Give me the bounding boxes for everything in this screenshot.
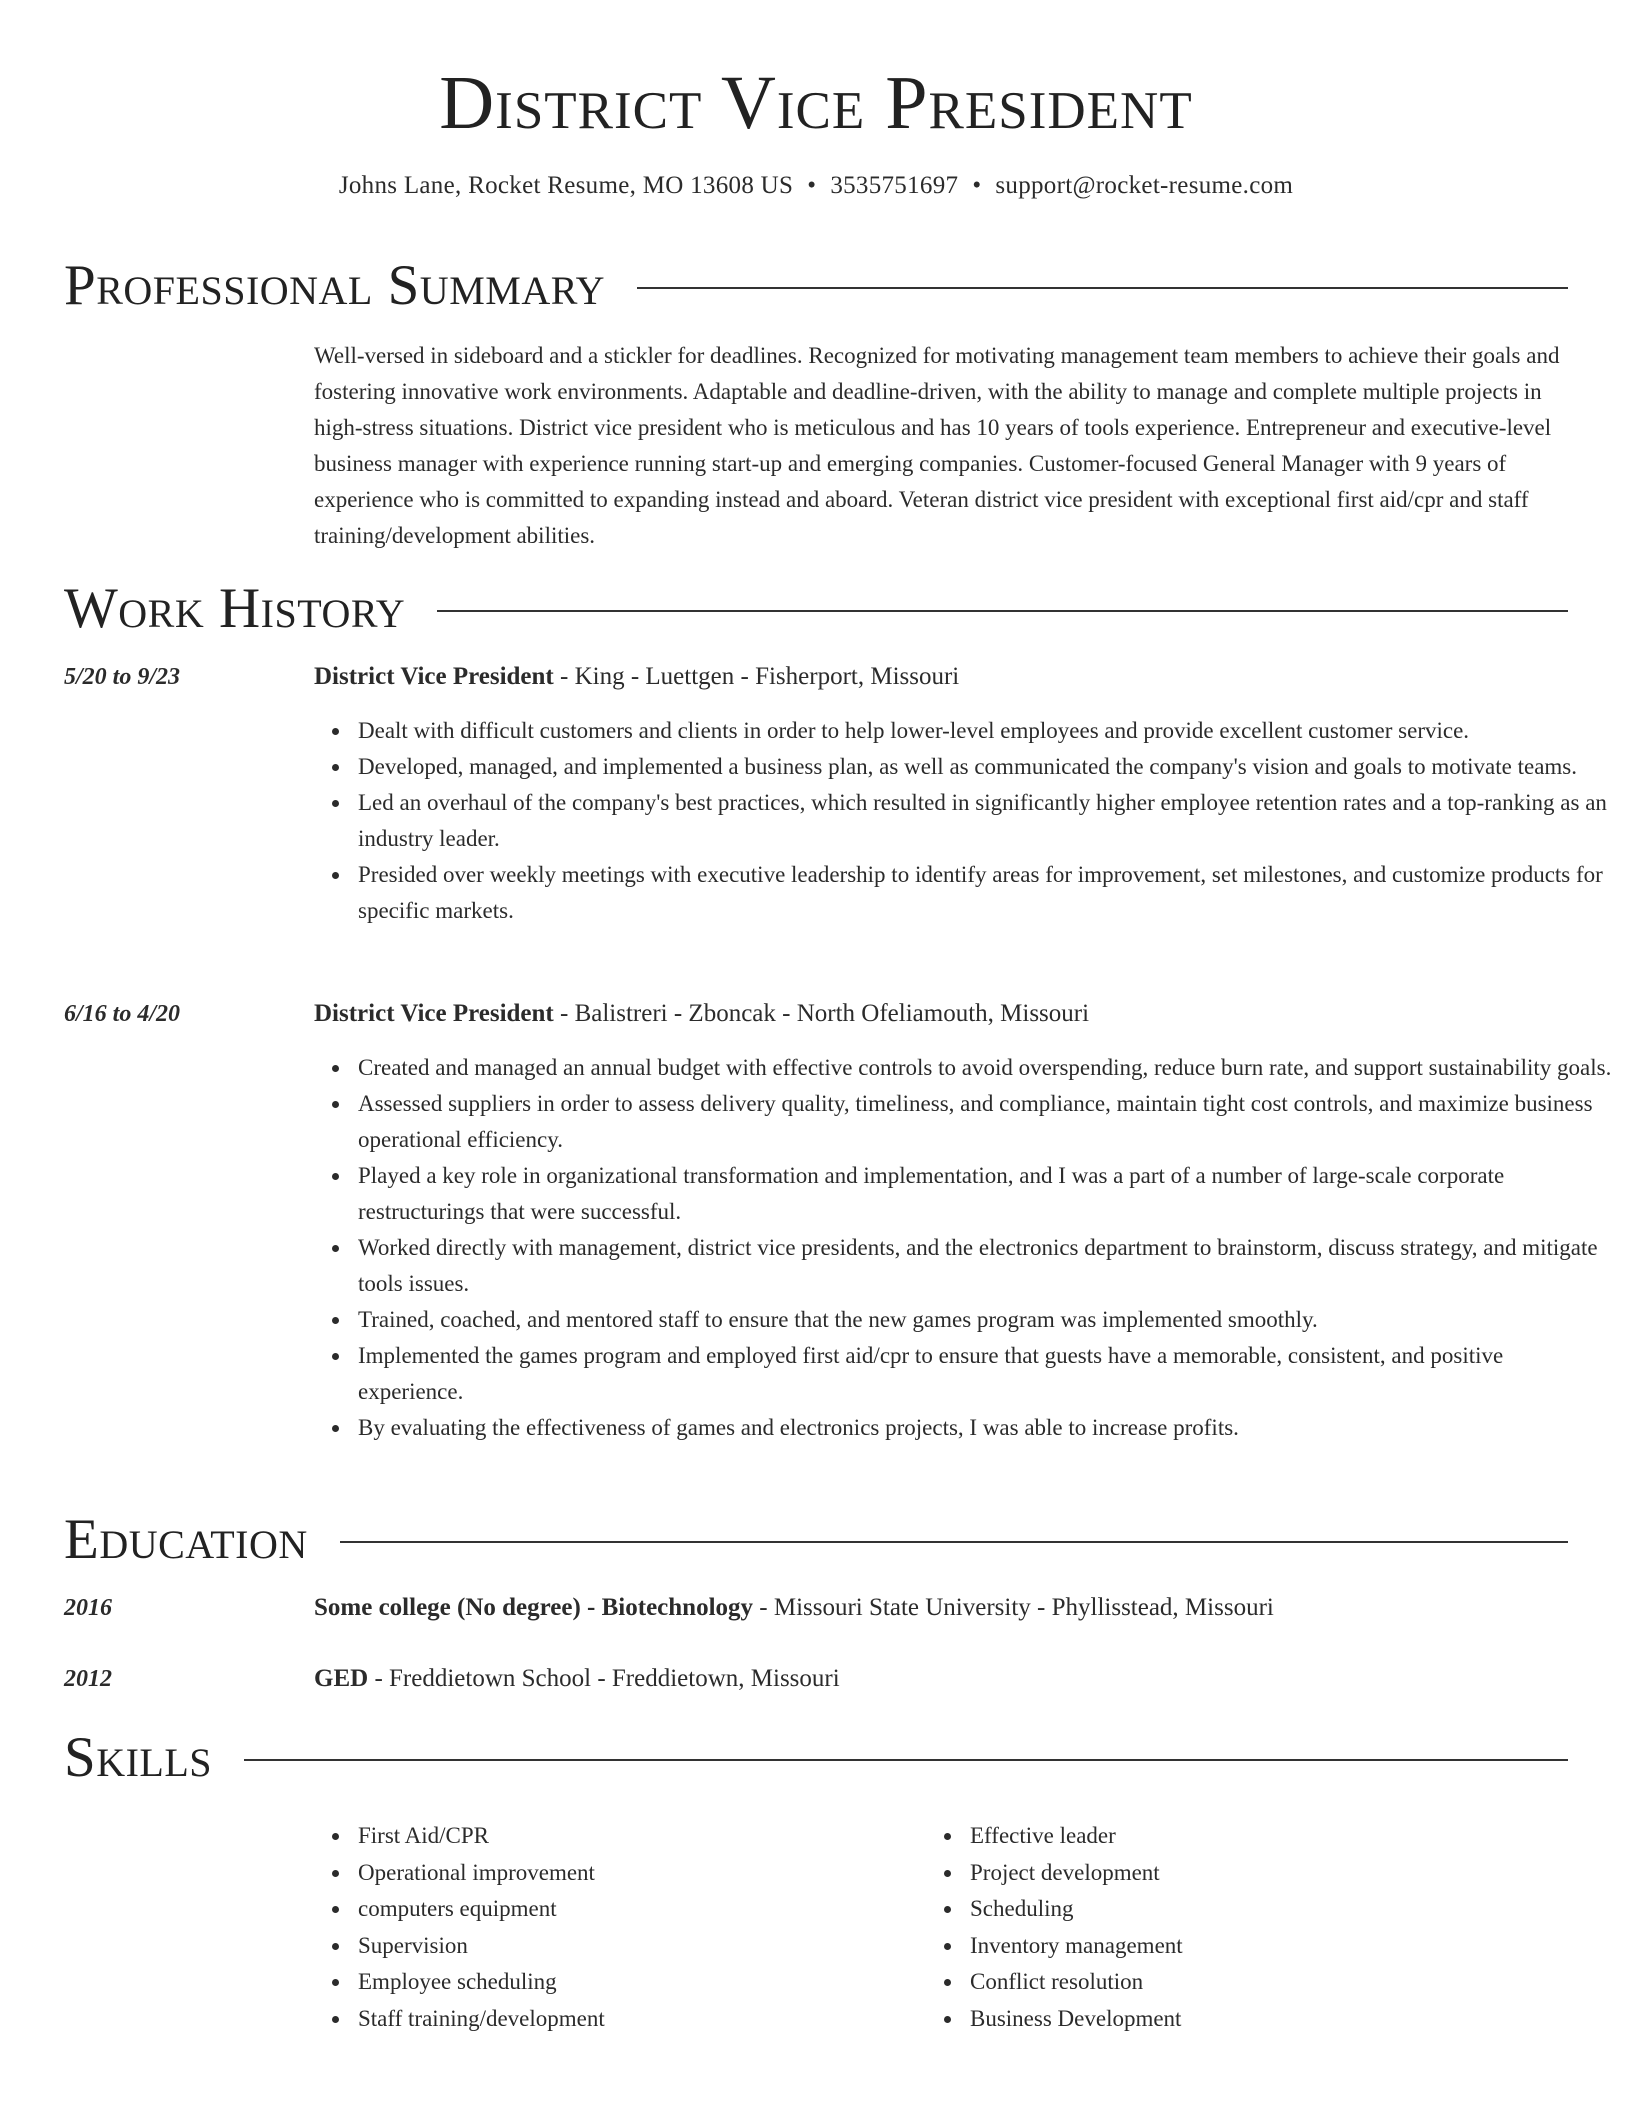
contact-separator: • — [972, 172, 982, 199]
work-employer: - Balistreri - Zboncak - North Ofeliamouth, Missouri — [553, 1000, 1090, 1027]
skills-list-left — [314, 1818, 605, 2038]
summary-text: Well-versed in sideboard and a stickler for deadlines. Recognized for motivating management team members to achieve their goals and fostering innovative work environments. Adaptable and deadline-driven, with the ability to manage and complete multiple projects in high-stress situations. District vice president who is meticulous and has 10 years of tools experience. Entrepreneur and executive-level business manager with experience running start-up and emerging companies. Customer-focused General Manager with 9 years of experience who is committed to expanding instead and aboard. Veteran district vice president with exceptional first aid/cpr and staff training/development abilities. — [314, 343, 1560, 548]
summary-section-header — [64, 256, 1568, 316]
list-item: By evaluating the effectiveness of games and electronics projects, I was able to increase profits. — [358, 1410, 1612, 1446]
contact-phone: 3535751697 — [830, 172, 959, 199]
skill-item: Business Development — [970, 2001, 1183, 2038]
skill-item: First Aid/CPR — [358, 1818, 605, 1855]
skill-item: Inventory management — [970, 1928, 1183, 1965]
skills-list-right — [926, 1818, 1183, 2038]
list-item: Dealt with difficult customers and clients in order to help lower-level employees and provide excellent customer service. — [358, 713, 1612, 749]
contact-address: Johns Lane, Rocket Resume, MO 13608 US — [338, 172, 794, 199]
work-employer: - King - Luettgen - Fisherport, Missouri — [553, 663, 960, 690]
education-school: - Freddietown School - Freddietown, Missouri — [368, 1665, 840, 1692]
skill-item: Operational improvement — [358, 1855, 605, 1892]
work-dates: 5/20 to 9/23 — [64, 664, 181, 690]
skill-item: Conflict resolution — [970, 1964, 1183, 2001]
section-divider — [637, 287, 1568, 289]
skill-item: Project development — [970, 1855, 1183, 1892]
skill-item: Effective leader — [970, 1818, 1183, 1855]
work-heading — [314, 659, 959, 695]
education-section-title: Education — [64, 1508, 308, 1571]
work-dates: 6/16 to 4/20 — [64, 1001, 181, 1027]
skills-section-header — [64, 1728, 1568, 1788]
education-heading — [314, 1590, 1274, 1626]
contact-email: support@rocket-resume.com — [995, 172, 1294, 199]
education-heading — [314, 1661, 840, 1697]
list-item: Implemented the games program and employed first aid/cpr to ensure that guests have a memorable, consistent, and positive experience. — [358, 1338, 1612, 1410]
skill-item: Staff training/development — [358, 2001, 605, 2038]
summary-section-title: Professional Summary — [64, 254, 606, 317]
work-bullets — [314, 713, 1612, 929]
work-title: District Vice President — [314, 663, 554, 690]
section-divider — [437, 610, 1568, 612]
education-school: - Missouri State University - Phyllisstead, Missouri — [753, 1594, 1274, 1621]
work-bullets — [314, 1050, 1612, 1446]
list-item: Developed, managed, and implemented a business plan, as well as communicated the company's vision and goals to motivate teams. — [358, 749, 1612, 785]
skill-item: Employee scheduling — [358, 1964, 605, 2001]
skills-section-title: Skills — [64, 1726, 213, 1789]
list-item: Trained, coached, and mentored staff to ensure that the new games program was implemented smoothly. — [358, 1302, 1612, 1338]
list-item: Assessed suppliers in order to assess delivery quality, timeliness, and compliance, maintain tight cost controls, and maximize business operational efficiency. — [358, 1086, 1612, 1158]
section-divider — [244, 1759, 1568, 1761]
section-divider — [340, 1541, 1568, 1543]
list-item: Worked directly with management, district vice presidents, and the electronics department to brainstorm, discuss strategy, and mitigate tools issues. — [358, 1230, 1612, 1302]
skill-item: Scheduling — [970, 1891, 1183, 1928]
skill-item: computers equipment — [358, 1891, 605, 1928]
education-year: 2012 — [64, 1666, 112, 1692]
contact-line — [64, 172, 1568, 200]
work-section-header — [64, 579, 1568, 639]
list-item: Presided over weekly meetings with executive leadership to identify areas for improvement, set milestones, and customize products for specific markets. — [358, 857, 1612, 929]
work-heading — [314, 996, 1089, 1032]
list-item: Led an overhaul of the company's best practices, which resulted in significantly higher employee retention rates and a top-ranking as an industry leader. — [358, 785, 1612, 857]
education-year: 2016 — [64, 1595, 112, 1621]
list-item: Played a key role in organizational transformation and implementation, and I was a part of a number of large-scale corporate restructurings that were successful. — [358, 1158, 1612, 1230]
contact-separator: • — [807, 172, 817, 199]
education-degree: GED — [314, 1665, 369, 1692]
list-item: Created and managed an annual budget with effective controls to avoid overspending, reduce burn rate, and support sustainability goals. — [358, 1050, 1612, 1086]
education-degree: Some college (No degree) - Biotechnology — [314, 1594, 754, 1621]
education-section-header — [64, 1510, 1568, 1570]
resume-name: District Vice President — [439, 61, 1193, 145]
work-section-title: Work History — [64, 577, 406, 640]
work-title: District Vice President — [314, 1000, 554, 1027]
skill-item: Supervision — [358, 1928, 605, 1965]
